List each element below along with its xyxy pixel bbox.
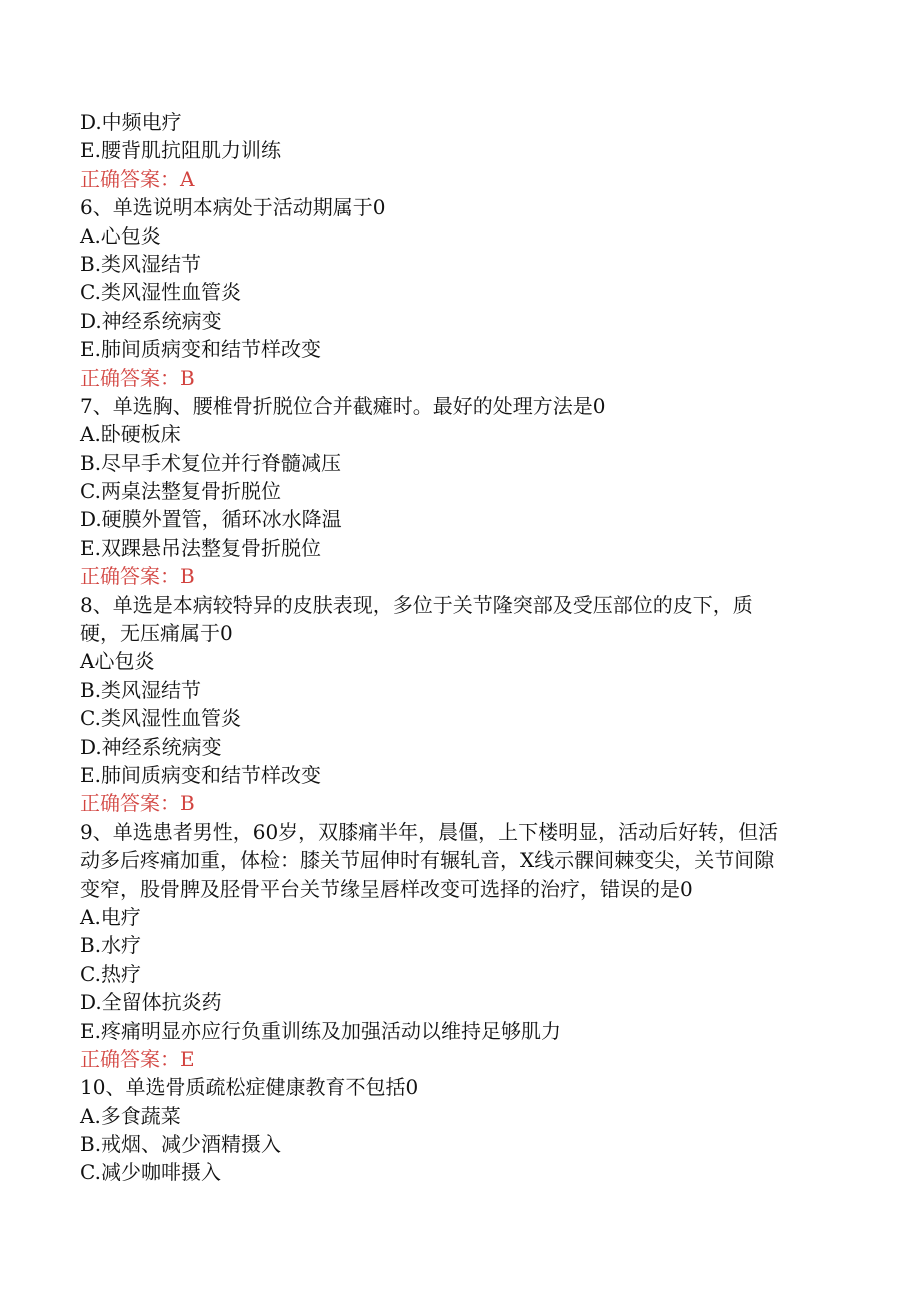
question-line: 8、单选是本病较特异的皮肤表现，多位于关节隆突部及受压部位的皮下，质 — [80, 592, 753, 617]
option-line: E.双踝悬吊法整复骨折脱位 — [80, 535, 321, 560]
answer-line: 正确答案：B — [80, 564, 195, 589]
option-line: B.尽早手术复位并行脊髓减压 — [80, 450, 342, 475]
option-line: D.神经系统病变 — [80, 308, 222, 333]
option-line: C.两桌法整复骨折脱位 — [80, 479, 281, 504]
option-line: A.多食蔬菜 — [80, 1103, 181, 1128]
option-line: E.肺间质病变和结节样改变 — [80, 762, 321, 787]
option-line: B.类风湿结节 — [80, 677, 202, 702]
option-line: A.卧硬板床 — [80, 422, 181, 447]
question-line: 9、单选患者男性，60岁，双膝痛半年，晨僵，上下楼明显，活动后好转，但活 — [80, 819, 779, 844]
option-line: C.类风湿性血管炎 — [80, 280, 241, 305]
question-line: 变窄，股骨脾及胫骨平台关节缘呈唇样改变可选择的治疗，错误的是0 — [80, 876, 693, 901]
question-list — [80, 108, 840, 1187]
question-line: 6、单选说明本病处于活动期属于0 — [80, 195, 386, 220]
answer-line: 正确答案：E — [80, 1046, 195, 1071]
option-line: D.硬膜外置管，循环冰水降温 — [80, 507, 342, 532]
option-line: B.类风湿结节 — [80, 251, 202, 276]
question-line: 10、单选骨质疏松症健康教育不包括0 — [80, 1075, 419, 1100]
option-line: D.神经系统病变 — [80, 734, 222, 759]
option-line: D.中频电疗 — [80, 110, 182, 134]
option-line: B.水疗 — [80, 933, 142, 958]
option-line: E.肺间质病变和结节样改变 — [80, 337, 321, 362]
question-line: 动多后疼痛加重，体检：膝关节屈伸时有辗轧音，X线示髁间棘变尖，关节间隙 — [80, 848, 775, 873]
answer-line: 正确答案：B — [80, 791, 195, 816]
option-line: A心包炎 — [80, 649, 155, 674]
option-line: E.疼痛明显亦应行负重训练及加强活动以维持足够肌力 — [80, 1018, 561, 1043]
option-line: A.心包炎 — [80, 223, 161, 248]
question-line: 硬，无压痛属于0 — [80, 621, 233, 646]
option-line: E.腰背肌抗阻肌力训练 — [80, 138, 281, 163]
option-line: C.热疗 — [80, 961, 141, 986]
answer-line: 正确答案：B — [80, 365, 195, 390]
option-line: C.类风湿性血管炎 — [80, 706, 241, 731]
question-line: 7、单选胸、腰椎骨折脱位合并截瘫时。最好的处理方法是0 — [80, 393, 606, 418]
option-line: C.减少咖啡摄入 — [80, 1160, 221, 1185]
answer-line: 正确答案：A — [80, 166, 195, 191]
option-line: A.电疗 — [80, 904, 141, 929]
option-line: D.全留体抗炎药 — [80, 990, 222, 1015]
option-line: B.戒烟、减少酒精摄入 — [80, 1132, 282, 1157]
